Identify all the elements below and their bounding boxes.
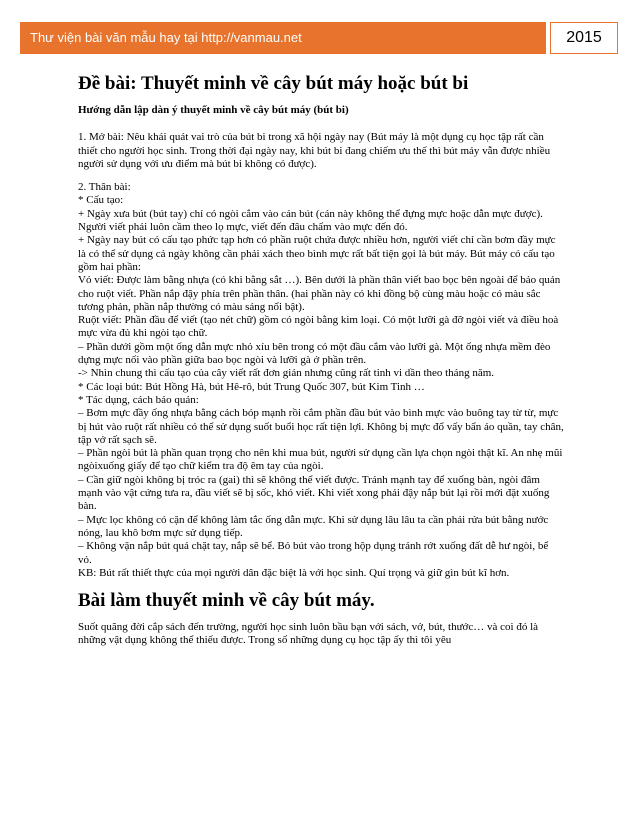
outline-line: * Tác dụng, cách bảo quản: [78,393,199,406]
outline-line: Ruột viết: Phần đầu để viết (tạo nét chữ) gồm có ngòi bằng kim loại. Có một lưỡi gà đỡ ngòi viết và điều hoà mực vừa đủ khi ngòi tạo chữ. [78,314,559,340]
site-banner: Thư viện bài văn mẫu hay tại http://vanmau.net [20,22,546,54]
spacer [78,171,564,181]
outline-line: – Mực lọc không có cặn để không làm tắc ống dẫn mực. Khi sử dụng lâu lâu ta cần phải rửa bút bằng nước nóng, lau khô bơm mực sử dụng tiếp. [78,513,549,539]
outline-line: – Phần dưới gồm một ống dẫn mực nhỏ xíu bên trong có một đầu cắm vào lưỡi gà. Một ống nhựa mềm đèo dựng mực nối vào phần giữa bao bọc ngòi và lưỡi gà ở phần trên. [78,340,551,367]
outline-line: – Cần giữ ngòi không bị tróc ra (gai) thì sẽ không thể viết được. Tránh mạnh tay để xuống bàn, ngòi đâm mạnh vào vật cứng tưa ra, đầu viết sẽ bị sốc, khó viết. Khi viết xong phải đậy nắp bút lại rồi mới đặt xuống bàn. [78,473,550,513]
document-body [78,68,564,648]
intro-paragraph: 1. Mở bài: Nêu khái quát vai trò của bút bi trong xã hội ngày nay (Bút máy là một dụng cụ học tập rất cần thiết cho người học sinh. Trong thời đại ngày nay, khi bút bi đang chiếm ưu thế thì bút máy vẫn được nhiều người sử dụng với ưu điểm mà bút bi không có được). [78,131,551,170]
outline-line: – Không vặn nắp bút quá chặt tay, nắp sẽ bể. Bỏ bút vào trong hộp dụng tránh rớt xuống đất dễ hư ngòi, bể vỏ. [78,540,549,566]
year-badge: 2015 [550,22,618,54]
outline-subtitle: Hướng dẫn lập dàn ý thuyết minh về cây bút máy (bút bi) [78,104,349,116]
outline-body [78,181,564,580]
page-header [20,22,618,54]
document-title: Đề bài: Thuyết minh về cây bút máy hoặc bút bi [78,73,469,94]
outline-line: – Bơm mực đầy ống nhựa bằng cách bóp mạnh rồi cắm phần đầu bút vào bình mực vào buông tay từ từ, mực bị hút vào ruột rất nhiều có thể sử dụng suốt buổi học rất tiện lợi. Không bị mực đổ vấy bẩn áo quần, tay chân, tập vở rất sạch sẽ. [78,407,564,446]
outline-line: 2. Thân bài: [78,181,131,194]
outline-line: Vỏ viết: Được làm bằng nhựa (có khi bằng sắt …). Bên dưới là phần thân viết bao bọc bên ngoài để bảo quản cho ruột viết. Phần nắp đậy phía trên phần thân. (hai phần này có khi đồng bộ cùng màu hoặc có màu sắc tương phản, phần nắp thường có màu sáng nổi bật). [78,274,561,313]
outline-line: + Ngày xưa bút (bút tay) chỉ có ngòi cắm vào cán bút (cán này không thể đựng mực hoặc dẫn mực được). Người viết phải luôn cầm theo lọ mực, viết đến đâu chấm vào mực đến đó. [78,207,543,234]
outline-line: * Các loại bút: Bút Hồng Hà, bút Hê-rô, bút Trung Quốc 307, bút Kim Tinh … [78,380,425,393]
outline-line: + Ngày nay bút có cấu tạo phức tạp hơn có phần ruột chứa được nhiều hơn, người viết chỉ cần bơm đầy mực là có thể sử dụng cả ngày không cần phải xách theo bình mực rất bất tiện gọi là bút máy. Bút máy có cấu tạo gồm hai phần: [78,234,556,273]
outline-line: -> Nhìn chung thì cấu tạo của cây viết rất đơn giản nhưng cũng rất tinh vi dần theo tháng năm. [78,367,495,380]
essay-paragraph: Suốt quãng đời cắp sách đến trường, người học sinh luôn bầu bạn với sách, vở, bút, thước… và coi đó là những vật dụng không thể thiếu được. Trong số những dụng cụ học tập ấy thì tôi yêu [78,621,539,647]
outline-line: * Cấu tạo: [78,194,124,207]
essay-title: Bài làm thuyết minh về cây bút máy. [78,590,375,612]
outline-line: – Phần ngòi bút là phần quan trọng cho nên khi mua bút, người sử dụng cần lựa chọn ngòi thật kĩ. An nhẹ mũi ngòixuống giấy để tạo chữ kiểm tra độ êm tay của ngòi. [78,447,563,473]
outline-line: KB: Bút rất thiết thực của mọi người dân đặc biệt là với học sinh. Quí trọng và giữ gìn bút kĩ hơn. [78,566,510,579]
